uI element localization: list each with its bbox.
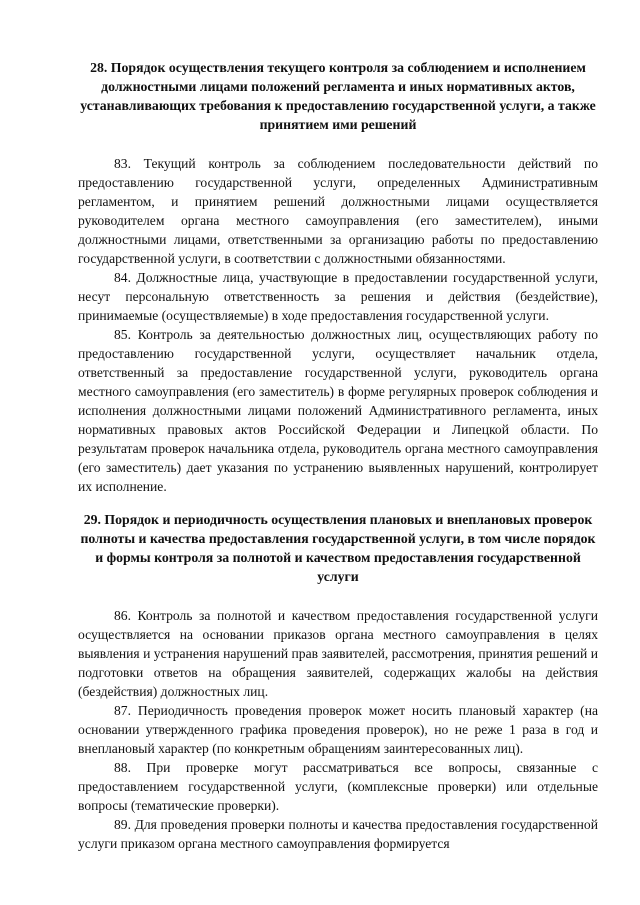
section-28 (78, 58, 598, 496)
paragraph-88: 88. При проверке могут рассматриваться все вопросы, связанные с предоставлением государственной услуги, (комплексные проверки) или отдельные вопросы (тематические проверки). (78, 760, 598, 813)
section-heading: 28. Порядок осуществления текущего контроля за соблюдением и исполнением должностными лицами положений регламента и иных нормативных актов, устанавливающих требования к предоставлению государственной услуги, а также принятием ими решений (80, 60, 596, 132)
paragraph-83: 83. Текущий контроль за соблюдением последовательности действий по предоставлению государственной услуги, определенных Административным регламентом, и принятием решений должностными лицами осуществляется руководителем органа местного самоуправления (его заместителем), иными должностными лицами, ответственными за организацию работы по предоставлению государственной услуги, в соответствии с должностными обязанностями. (78, 156, 598, 266)
paragraph-87: 87. Периодичность проведения проверок может носить плановый характер (на основании утвержденного графика проведения проверок), но не реже 1 раза в год и внеплановый характер (по конкретным обращениям заинтересованных лиц). (78, 703, 598, 756)
paragraph-89: 89. Для проведения проверки полноты и качества предоставления государственной услуги приказом органа местного самоуправления формируется (78, 817, 598, 851)
paragraph-86: 86. Контроль за полнотой и качеством предоставления государственной услуги осуществляется на основании приказов органа местного самоуправления в целях выявления и устранения нарушений прав заявителей, рассмотрения, принятия решений и подготовки ответов на обращения заявителей, содержащих жалобы на действия (бездействия) должностных лиц. (78, 608, 598, 699)
paragraph-84: 84. Должностные лица, участвующие в предоставлении государственной услуги, несут персональную ответственность за решения и действия (бездействие), принимаемые (осуществляемые) в ходе предоставления государственной услуги. (78, 270, 598, 323)
section-heading: 29. Порядок и периодичность осуществления плановых и внеплановых проверок полноты и качества предоставления государственной услуги, в том числе порядок и формы контроля за полнотой и качеством предоставления государственной услуги (80, 512, 596, 584)
section-29 (78, 510, 598, 853)
paragraph-85: 85. Контроль за деятельностью должностных лиц, осуществляющих работу по предоставлению государственной услуги, осуществляет начальник отдела, ответственный за предоставление государственной услуги, руководитель органа местного самоуправления (его заместитель) в форме регулярных проверок соблюдения и исполнения должностными лицами положений Административного регламента, иных нормативных правовых актов Российской Федерации и Липецкой области. По результатам проверок начальника отдела, руководитель органа местного самоуправления (его заместитель) дает указания по устранению выявленных нарушений, контролирует их исполнение. (78, 327, 598, 494)
